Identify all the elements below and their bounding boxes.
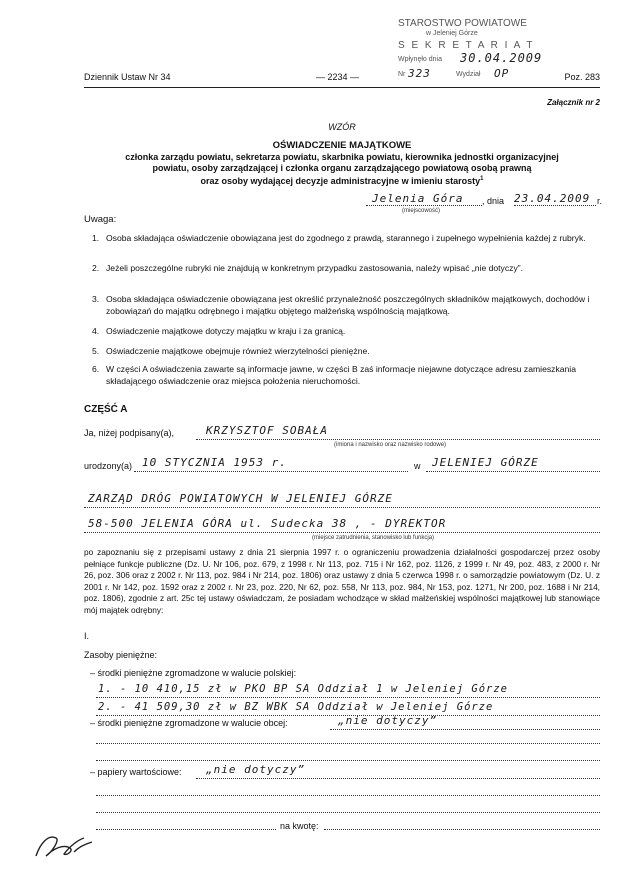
place-caption: (miejscowość): [402, 208, 441, 214]
note-number: 6.: [92, 364, 100, 374]
signer-label: Ja, niżej podpisany(a),: [84, 428, 175, 438]
statement-paragraph: po zapoznaniu się z przepisami ustawy z dnia 21 sierpnia 1997 r. o ograniczeniu prowadzenia działalności gospodarczej przez osoby pełniące funkcje publiczne (Dz. U. Nr 106, poz. 679, z 1998 r. Nr 113, poz. 715 i Nr 162, poz. 1126, z 1999 r. Nr 49, poz. 483, z 2000 r. Nr 26, poz. 306 oraz z 2002 r. Nr 113, poz. 984 i Nr 214, poz. 1806) oraz ustawy z dnia 5 czerwca 1998 r. o samorządzie powiatowym (Dz. U. z 2001 r. Nr 142, poz. 1592 oraz z 2002 r. Nr 23, poz. 220, Nr 62, poz. 558, Nr 113, poz. 984, Nr 153, poz. 1271, Nr 200, poz. 1688 i Nr 214, poz. 1806), zgodnie z art. 25c tej ustawy oświadczam, że posiadam wchodzące w skład małżeńskiej wspólności majątkowej lub stanowiące mój majątek odrębny:: [84, 547, 600, 615]
note-text: W części A oświadczenia zawarte są informacje jawne, w części B zaś informacje niejawne dotyczące adresu zamieszkania składającego oświadczenie oraz miejsca położenia nieruchomości.: [106, 364, 576, 386]
form-subtitle-2: powiatu, osoby zarządzającej i członka organu zarządzającego powiatową osobą prawną: [152, 163, 532, 173]
note-text: Osoba składająca oświadczenie obowiązana jest określić przynależność poszczególnych składników majątkowych, dochodów i zobowiązań do majątku odrębnego i majątku objętego małżeńską wspólnością majątkową.: [106, 294, 590, 316]
born-in-label: w: [414, 461, 421, 471]
date-line: [514, 205, 596, 206]
fx-extra-line-1: [96, 743, 600, 744]
form-wzor: WZÓR: [328, 122, 356, 132]
note-number: 4.: [92, 326, 100, 336]
amount-label: na kwotę:: [280, 821, 319, 831]
note-number: 1.: [92, 233, 100, 243]
note-item: [84, 364, 604, 388]
stamp-secretariat: S E K R E T A R I A T: [398, 40, 535, 51]
note-text: Oświadczenie majątkowe obejmuje również wierzytelności pieniężne.: [106, 346, 370, 356]
place-line: [366, 205, 482, 206]
form-title: OŚWIADCZENIE MAJĄTKOWE: [272, 140, 412, 151]
born-line: [134, 471, 408, 472]
note-item: [84, 263, 604, 287]
note-item: [84, 233, 604, 257]
date-value: 23.04.2009: [514, 192, 591, 205]
born-value: 10 STYCZNIA 1953 r.: [142, 456, 287, 469]
part-a-heading: CZĘŚĆ A: [84, 404, 128, 415]
fx-extra-line-2: [96, 760, 600, 761]
note-text: Osoba składająca oświadczenie obowiązana jest do zgodnego z prawdą, starannego i zupełnego wypełnienia każdej z rubryk.: [106, 233, 586, 243]
pln-line-1: [96, 697, 600, 698]
fx-value: „nie dotyczy”: [338, 714, 438, 727]
securities-extra-line-1: [96, 795, 600, 796]
journal-page-number: — 2234 —: [316, 72, 360, 82]
signer-value: KRZYSZTOF SOBAŁA: [206, 424, 328, 437]
note-text: Oświadczenie majątkowe dotyczy majątku w kraju i za granicą.: [106, 326, 346, 336]
stamp-city: w Jeleniej Górze: [426, 30, 478, 37]
footnote-mark: 1: [480, 176, 484, 182]
pln-value-2: 2. - 41 509,30 zł w BZ WBK SA Oddział w Jeleniej Górze: [98, 701, 494, 713]
pln-value-1: 1. - 10 410,15 zł w PKO BP SA Oddział 1 w Jeleniej Górze: [98, 683, 509, 695]
signer-caption: (imiona i nazwisko oraz nazwisko rodowe): [334, 442, 447, 448]
form-subtitle-3: [84, 174, 600, 187]
employment-line-1: [84, 507, 600, 508]
employment-caption: (miejsce zatrudnienia, stanowisko lub funkcja): [312, 535, 435, 541]
amount-line: [324, 829, 600, 830]
employment-value-1: ZARZĄD DRÓG POWIATOWYCH W JELENIEJ GÓRZE: [88, 492, 393, 505]
signer-line: [196, 439, 600, 440]
employment-line-2: [84, 532, 600, 533]
stamp-received-label: Wpłynęło dnia: [398, 56, 442, 63]
place-value: Jelenia Góra: [372, 192, 464, 205]
fx-line: [330, 729, 600, 730]
section-roman: I.: [84, 631, 90, 641]
journal-position: Poz. 283: [564, 72, 600, 82]
born-in-value: JELENIEJ GÓRZE: [432, 456, 539, 469]
date-suffix: r.: [597, 196, 603, 206]
employment-value-2: 58-500 JELENIA GÓRA ul. Sudecka 38 , - DYREKTOR: [88, 517, 447, 530]
note-item: [84, 326, 604, 338]
amount-leading-line: [96, 829, 276, 830]
signature-initials: [30, 826, 100, 866]
fx-label: – środki pieniężne zgromadzone w walucie obcej:: [90, 718, 288, 728]
note-number: 3.: [92, 294, 100, 304]
note-number: 5.: [92, 346, 100, 356]
stamp-received-date: 30.04.2009: [460, 51, 543, 65]
journal-title: Dziennik Ustaw Nr 34: [84, 72, 171, 82]
form-subtitle-3-text: oraz osoby wydającej decyzje administracyjne w imieniu starosty: [200, 176, 481, 186]
journal-header: [84, 72, 600, 86]
securities-value: „nie dotyczy”: [206, 763, 306, 776]
stamp-dept-label: Wydział: [456, 71, 481, 78]
born-label: urodzony(a): [84, 461, 133, 471]
form-subtitle-1: członka zarządu powiatu, sekretarza powiatu, skarbnika powiatu, kierownika jednostki organizacyjnej: [125, 152, 559, 162]
note-text: Jeżeli poszczególne rubryki nie znajdują w konkretnym przypadku zastosowania, należy wpisać „nie dotyczy”.: [106, 263, 523, 273]
section-heading: Zasoby pieniężne:: [84, 650, 158, 660]
date-label: , dnia: [482, 196, 505, 206]
stamp-office: STAROSTWO POWIATOWE: [398, 18, 527, 29]
note-number: 2.: [92, 263, 100, 273]
securities-extra-line-2: [96, 812, 600, 813]
securities-label: – papiery wartościowe:: [90, 767, 182, 777]
stamp-no-value: 323: [408, 67, 431, 80]
born-in-line: [426, 471, 600, 472]
attachment-label: Załącznik nr 2: [547, 98, 600, 107]
notes-label: Uwaga:: [84, 214, 117, 225]
note-item: [84, 294, 604, 330]
header-rule: [84, 87, 600, 88]
pln-label: – środki pieniężne zgromadzone w walucie polskiej:: [90, 668, 297, 678]
stamp-no-label: Nr: [398, 71, 406, 78]
securities-line: [196, 778, 600, 779]
stamp-dept-value: OP: [494, 67, 510, 80]
note-item: [84, 346, 604, 358]
